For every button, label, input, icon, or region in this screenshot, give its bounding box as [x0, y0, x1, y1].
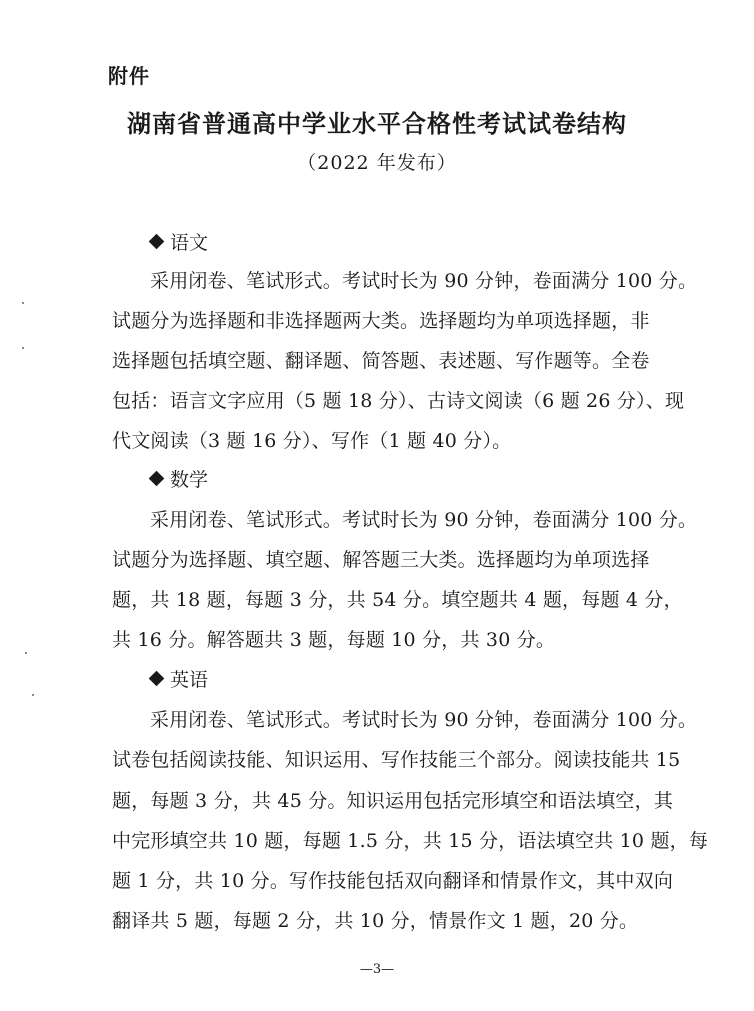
paragraph-line: 包括：语言文字应用（5 题 18 分）、古诗文阅读（6 题 26 分）、现	[112, 390, 685, 412]
diamond-bullet-icon	[149, 234, 165, 250]
diamond-bullet-icon	[149, 471, 165, 487]
attachment-label: 附件	[108, 64, 150, 88]
paragraph-line: 采用闭卷、笔试形式。考试时长为 90 分钟，卷面满分 100 分。	[150, 709, 698, 731]
paragraph-line: 采用闭卷、笔试形式。考试时长为 90 分钟，卷面满分 100 分。	[150, 509, 698, 531]
paragraph-line: 翻译共 5 题，每题 2 分，共 10 分，情景作文 1 题，20 分。	[112, 910, 639, 932]
section-heading-label: 数学	[170, 469, 209, 491]
scan-speck	[22, 302, 24, 304]
section-heading-label: 语文	[170, 232, 209, 254]
section-heading-english	[148, 665, 208, 692]
paragraph-line: 题，共 18 题，每题 3 分，共 54 分。填空题共 4 题，每题 4 分，	[112, 589, 683, 611]
document-subtitle: （2022 年发布）	[297, 152, 457, 174]
scan-speck	[25, 652, 27, 654]
section-heading-chinese	[148, 228, 208, 255]
paragraph-line: 代文阅读（3 题 16 分）、写作（1 题 40 分）。	[112, 430, 512, 452]
paragraph-line: 题，每题 3 分，共 45 分。知识运用包括完形填空和语法填空，其	[112, 790, 674, 812]
paragraph-line: 采用闭卷、笔试形式。考试时长为 90 分钟，卷面满分 100 分。	[150, 270, 698, 292]
scan-speck	[32, 694, 34, 696]
paragraph-line: 中完形填空共 10 题，每题 1.5 分，共 15 分，语法填空共 10 题，每	[112, 830, 709, 852]
section-heading-label: 英语	[170, 669, 209, 691]
paragraph-line: 题 1 分，共 10 分。写作技能包括双向翻译和情景作文，其中双向	[112, 870, 674, 892]
document-title: 湖南省普通高中学业水平合格性考试试卷结构	[127, 110, 627, 138]
paragraph-line: 试卷包括阅读技能、知识运用、写作技能三个部分。阅读技能共 15	[112, 749, 681, 771]
paragraph-line: 选择题包括填空题、翻译题、简答题、表述题、写作题等。全卷	[112, 350, 650, 372]
section-heading-math	[148, 465, 208, 492]
paragraph-line: 试题分为选择题和非选择题两大类。选择题均为单项选择题，非	[112, 310, 650, 332]
diamond-bullet-icon	[149, 671, 165, 687]
paragraph-line: 共 16 分。解答题共 3 题，每题 10 分，共 30 分。	[112, 629, 556, 651]
paragraph-line: 试题分为选择题、填空题、解答题三大类。选择题均为单项选择	[112, 549, 650, 571]
page-number: —3—	[359, 962, 395, 977]
scan-speck	[22, 347, 24, 349]
